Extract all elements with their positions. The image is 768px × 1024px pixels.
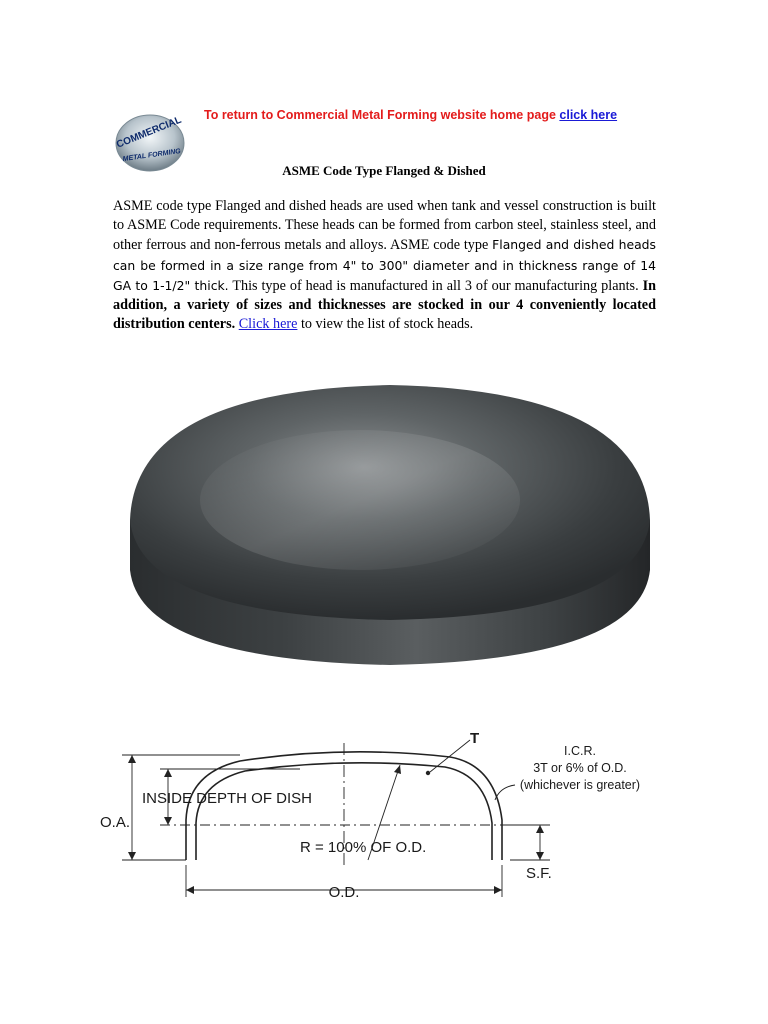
body-text-2: Flanged and dished heads can be formed in a size range from 4" to 300" diameter and in thickness range of 14 GA to 1-1/2" thick. — [113, 237, 656, 293]
inside-depth-label: INSIDE DEPTH OF DISH — [142, 790, 313, 807]
overall-height-label: O.A. — [100, 814, 131, 831]
dished-head-photo — [110, 370, 670, 670]
stock-heads-link[interactable]: Click here — [238, 316, 298, 333]
body-paragraph — [113, 197, 656, 334]
return-home-text: To return to Commercial Metal Forming website home page — [204, 108, 560, 122]
home-page-link[interactable]: click here — [559, 108, 618, 122]
body-bold-text: In addition, a variety of sizes and thicknesses are stocked in our 4 conveniently located distribution centers. — [113, 277, 656, 333]
body-text-3: This type of head is manufactured in all 3 of our manufacturing plants. — [228, 277, 643, 294]
straight-flange-label: S.F. — [526, 865, 552, 882]
body-text-1: ASME code type Flanged and dished heads are used when tank and vessel construction is built to ASME Code requirements. These heads can be formed from carbon steel, stainless steel, and other ferrous and non-ferrous metals and alloys. ASME code type — [113, 198, 656, 254]
icr-label-2: 3T or 6% of O.D. — [533, 761, 627, 775]
logo-text-top: COMMERCIAL — [115, 114, 184, 151]
body-text-5: to view the list of stock heads. — [297, 316, 474, 333]
logo-text-bottom: METAL FORMING — [122, 147, 182, 164]
return-home-line — [204, 108, 617, 122]
thickness-label: T — [470, 730, 480, 747]
icr-label-3: (whichever is greater) — [519, 778, 641, 792]
flanged-dished-diagram — [100, 725, 680, 905]
radius-label: R = 100% OF O.D. — [300, 839, 427, 856]
page-title: ASME Code Type Flanged & Dished — [282, 163, 486, 178]
icr-label-1: I.C.R. — [564, 744, 596, 758]
outside-diameter-label: O.D. — [328, 884, 360, 901]
